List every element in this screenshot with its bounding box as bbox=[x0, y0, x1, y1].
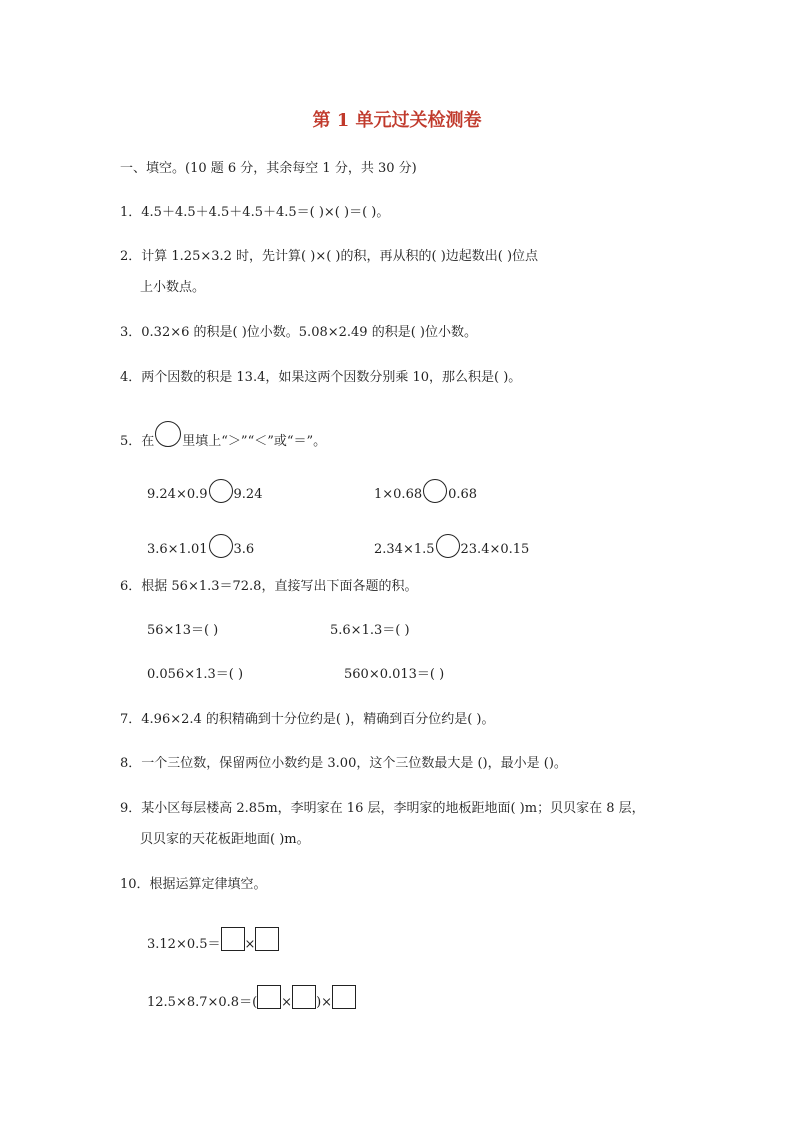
comparison-circle-icon[interactable] bbox=[436, 534, 460, 558]
question-10-row-1 bbox=[147, 927, 279, 954]
question-10-stem: 10．根据运算定律填空。 bbox=[120, 877, 267, 892]
question-6-item-2: 5.6×1.3＝( ) bbox=[330, 623, 410, 638]
compare-right: 0.68 bbox=[448, 487, 478, 502]
question-2-line-2: 上小数点。 bbox=[140, 280, 206, 295]
question-5-suffix: 里填上“＞”“＜”或“＝”。 bbox=[182, 434, 327, 449]
answer-box[interactable] bbox=[332, 985, 356, 1009]
question-6-item-3: 0.056×1.3＝( ) bbox=[147, 667, 244, 682]
question-9-line-1: 9．某小区每层楼高 2.85m，李明家在 16 层，李明家的地板距地面( )m；贝贝家在 8 层， bbox=[120, 801, 645, 816]
question-10-row-2 bbox=[147, 985, 356, 1012]
comparison-circle-icon[interactable] bbox=[155, 421, 181, 447]
answer-box[interactable] bbox=[255, 927, 279, 951]
expression: 3.12×0.5＝ bbox=[147, 937, 221, 952]
question-7: 7．4.96×2.4 的积精确到十分位约是( )，精确到百分位约是( )。 bbox=[120, 712, 495, 727]
question-1: 1．4.5＋4.5＋4.5＋4.5＋4.5＝( )×( )＝( )。 bbox=[120, 205, 390, 220]
compare-item-2 bbox=[374, 479, 477, 504]
answer-box[interactable] bbox=[257, 985, 281, 1009]
multiply-sign: × bbox=[281, 995, 293, 1010]
compare-left: 3.6×1.01 bbox=[147, 542, 208, 557]
question-6-item-1: 56×13＝( ) bbox=[147, 623, 219, 638]
question-5-stem bbox=[120, 421, 326, 451]
compare-right: 9.24 bbox=[233, 487, 263, 502]
question-8: 8．一个三位数，保留两位小数约是 3.00，这个三位数最大是 ()，最小是 ()。 bbox=[120, 756, 567, 771]
multiply-sign: × bbox=[321, 995, 333, 1010]
compare-item-3 bbox=[147, 534, 254, 559]
question-6-item-4: 560×0.013＝( ) bbox=[344, 667, 445, 682]
multiply-sign: × bbox=[244, 937, 256, 952]
question-5-prefix: 5．在 bbox=[120, 434, 155, 449]
compare-right: 23.4×0.15 bbox=[460, 542, 530, 557]
answer-box[interactable] bbox=[221, 927, 245, 951]
compare-item-4 bbox=[374, 534, 529, 559]
compare-left: 1×0.68 bbox=[374, 487, 423, 502]
compare-right: 3.6 bbox=[233, 542, 255, 557]
comparison-circle-icon[interactable] bbox=[423, 479, 447, 503]
compare-item-1 bbox=[147, 479, 262, 504]
question-9-line-2: 贝贝家的天花板距地面( )m。 bbox=[140, 832, 310, 847]
comparison-circle-icon[interactable] bbox=[209, 479, 233, 503]
compare-left: 2.34×1.5 bbox=[374, 542, 435, 557]
comparison-circle-icon[interactable] bbox=[209, 534, 233, 558]
answer-box[interactable] bbox=[292, 985, 316, 1009]
question-3: 3．0.32×6 的积是( )位小数。5.08×2.49 的积是( )位小数。 bbox=[120, 325, 477, 340]
question-6-stem: 6．根据 56×1.3＝72.8，直接写出下面各题的积。 bbox=[120, 579, 418, 594]
compare-left: 9.24×0.9 bbox=[147, 487, 208, 502]
section-heading: 一、填空。(10 题 6 分，其余每空 1 分，共 30 分) bbox=[120, 161, 417, 176]
question-4: 4．两个因数的积是 13.4，如果这两个因数分别乘 10，那么积是( )。 bbox=[120, 370, 522, 385]
close-paren: ) bbox=[316, 995, 322, 1010]
question-2-line-1: 2．计算 1.25×3.2 时，先计算( )×( )的积，再从积的( )边起数出( )位点 bbox=[120, 249, 539, 264]
expression: 12.5×8.7×0.8＝( bbox=[147, 995, 258, 1010]
page-title: 第 1 单元过关检测卷 bbox=[312, 110, 482, 131]
